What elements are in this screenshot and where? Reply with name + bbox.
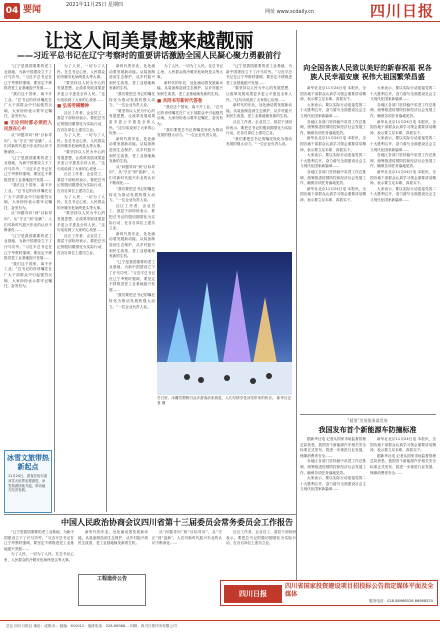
paragraph: 据新华社电 记者从国家市场监督管理总局获悉，我国首个新能源汽车相关安全标准正式发布，将进一步规范行业发展，保障消费者安全…… xyxy=(300,437,366,458)
paragraph: 大家表示，要以实际行动迎接党的二十大胜利召开，奋力谱写全面建设社会主义现代化国家新篇章…… xyxy=(300,153,366,169)
paragraph: 各地区各部门坚持稳中求进工作总基调，统筹推进疫情防控和经济社会发展工作，确保各项任务落地见效。 xyxy=(300,169,366,186)
article-column-4 xyxy=(157,64,223,249)
right-column-text-4 xyxy=(370,437,436,577)
paragraph: “我们这个国家，离不开工业。”总书记的谆谆嘱托在广大干部群众中引起强烈反响，大家纷纷表示要牢记嘱托、奋发有为。 xyxy=(4,183,52,210)
right-kicker: “精准”发展服务谋发展 xyxy=(347,418,388,423)
feature-box-title: 冰雪文旅带热新起点 xyxy=(7,454,49,471)
paragraph: 新华社北京11月24日电 本报讯，全国各地干部群众认真学习领会重要讲话精神，表示要立足本职、真抓实干。 xyxy=(370,437,436,453)
page-number: 04 xyxy=(4,3,20,19)
paragraph: 新华社北京11月24日电 本报讯，全国各地干部群众认真学习领会重要讲话精神，表示要立足本职、真抓实干。 xyxy=(300,86,366,102)
section-heading: ■ 无论何时都必须把人民放在心中 xyxy=(4,120,52,132)
page-header xyxy=(0,0,440,22)
paragraph: 新时代的东北，处处涌动着发展新动能。从装备制造到生态保护，从乡村振兴到民生改善，老工业基地焕发新的生机。 xyxy=(109,231,155,259)
section-divider xyxy=(4,514,296,515)
news-photo xyxy=(157,252,292,395)
feature-box-text: 11月24日，游客在哈尔滨冰雪大世界参观游览，冰雪旅游持续升温，带动地方经济发展。 xyxy=(8,474,48,493)
paragraph: 各地区各部门坚持稳中求进工作总基调，统筹推进疫情防控和经济社会发展工作，确保各项任务落地见效。 xyxy=(300,119,366,135)
paragraph: 据新华社电 记者从国家市场监督管理总局获悉，我国首个新能源汽车相关安全标准正式发布，将进一步规范行业发展，保障消费者安全…… xyxy=(370,453,436,475)
paragraph: 新时代的东北，处处涌动着发展新动能。从装备制造到生态保护，从乡村振兴到民生改善，老工业基地焕发新的生机。 xyxy=(157,80,223,96)
bottom-column-1 xyxy=(4,530,74,616)
right-column-text-3 xyxy=(300,437,366,577)
bottom-column-4 xyxy=(226,530,296,576)
paragraph: 为了人民，一切为了人民。在总书记心里，人民群众的冷暖安危始终是头等大事。 xyxy=(57,133,105,149)
right-headline: 向全国各族人民致以美好的新春祝福 祝各族人民幸福安康 祝伟大祖国繁荣昌盛 xyxy=(303,64,432,81)
notice-box-title: 工程造价公告 xyxy=(96,576,127,582)
column-divider xyxy=(106,64,107,512)
paragraph: 大家表示，要以实际行动迎接党的二十大胜利召开，奋力谱写全面建设社会主义现代化国家新篇章…… xyxy=(370,186,436,202)
article-column-3 xyxy=(109,64,155,509)
paragraph: 从“问题导向”到“目标导向”，从“守正”到“创新”，人们对新时代振兴东北的认识不断深化…… xyxy=(109,164,155,186)
paragraph: “要坚持以人民为中心的发展思想，让改革发展成果更多更公平惠及全体人民。”这句话说到了大家的心坎里…… xyxy=(57,80,105,102)
paragraph: 各地区各部门坚持稳中求进工作总基调，统筹推进疫情防控和经济社会发展工作，确保各项任务落地见效。 xyxy=(300,459,366,475)
paragraph: 新华社北京11月24日电 本报讯，全国各地干部群众认真学习领会重要讲话精神，表示要立足本职、真抓实干。 xyxy=(300,186,366,202)
editor-line: 网址 www.scdaily.cn xyxy=(265,9,315,15)
notice-box xyxy=(78,574,146,606)
paragraph: “我们要把总书记的嘱托转化为推动发展的强大动力。”一位企业负责人说。 xyxy=(109,187,155,203)
paragraph: “辽宁是我国重要的老工业基地，为新中国建设立下了汗马功劳。”习近平总书记在辽宁考察时强调，要坚定不移推进老工业基地振兴发展…… xyxy=(4,64,52,91)
photo-caption: 冬日里，冰雕雪塑吸引众多游客前来游览，人们尽情享受冰雪带来的快乐。 新华社记者 摄 xyxy=(157,396,292,405)
paragraph: 新华社北京11月24日电 本报讯，全国各地干部群众认真学习领会重要讲话精神，表示要立足本职、真抓实干。 xyxy=(370,119,436,135)
paragraph: 大家表示，要以实际行动迎接党的二十大胜利召开，奋力谱写全面建设社会主义现代化国家新篇章…… xyxy=(300,102,366,118)
paragraph: “辽宁是我国重要的老工业基地，为新中国建设立下了汗马功劳。”习近平总书记在辽宁考察时强调，要坚定不移推进老工业基地振兴发展…… xyxy=(4,530,74,551)
article-column-2 xyxy=(57,64,105,509)
paragraph: 各地区各部门坚持稳中求进工作总基调，统筹推进疫情防控和经济社会发展工作，确保各项任务落地见效。 xyxy=(370,153,436,169)
paragraph: 社区工作者、企业员工、基层干部纷纷表示，要把总书记的殷切期望化为实际行动，在各自岗位上建功立业。 xyxy=(226,530,296,546)
page-footer: 总社 四川日报社 地址：成都市… 邮编：610012 · 值班电话：028-86968… 印刷：四川日报印务有限公司 xyxy=(0,620,440,635)
masthead-logo: 四川日报 xyxy=(369,2,434,20)
ad-text: 四川省国家投资建设项目招投标公告指定媒体平面及全媒体 xyxy=(285,583,434,598)
paragraph: 新时代的东北，处处涌动着发展新动能。从装备制造到生态保护，从乡村振兴到民生改善，老工业基地焕发新的生机。 xyxy=(78,530,148,546)
section-divider xyxy=(300,414,436,415)
column-divider xyxy=(54,64,55,512)
right-headline-2: 我国发布首个新能源车防撞标准 xyxy=(318,426,417,434)
bottom-headline: 中国人民政治协商会议四川省第十三届委员会常务委员会工作报告 xyxy=(61,518,293,527)
paragraph: “我们要把总书记的嘱托转化为推动发展的强大动力。”一位企业负责人说。 xyxy=(226,136,292,147)
right-column-text-1 xyxy=(300,86,366,411)
paragraph: 为了人民，一切为了人民。在总书记心里，人民群众的冷暖安危始终是头等大事。 xyxy=(157,64,223,80)
paragraph: “要坚持以人民为中心的发展思想，让改革发展成果更多更公平惠及全体人民。”这句话说到了大家的心坎里…… xyxy=(57,149,105,171)
article-column-1 xyxy=(4,64,52,446)
paragraph: 新时代的东北，处处涌动着发展新动能。从装备制造到生态保护，从乡村振兴到民生改善，老工业基地焕发新的生机。 xyxy=(109,64,155,91)
paragraph: 新华社北京11月24日电 本报讯，全国各地干部群众认真学习领会重要讲话精神，表示要立足本职、真抓实干。 xyxy=(300,136,366,152)
paragraph: 各地区各部门坚持稳中求进工作总基调，统筹推进疫情防控和经济社会发展工作，确保各项任务落地见效。 xyxy=(370,102,436,118)
paragraph: 从“问题导向”到“目标导向”，从“守正”到“创新”，人们对新时代振兴东北的认识不断深化…… xyxy=(4,133,52,154)
paragraph: “我们这个国家，离不开工业。”总书记的谆谆嘱托在广大干部群众中引起强烈反响，大家纷纷表示要牢记嘱托、奋发有为。 xyxy=(4,91,52,119)
paragraph: 新华社北京11月24日电 本报讯，全国各地干部群众认真学习领会重要讲话精神，表示要立足本职、真抓实干。 xyxy=(370,169,436,186)
paragraph: “辽宁是我国重要的老工业基地，为新中国建设立下了汗马功劳。”习近平总书记在辽宁考察时强调，要坚定不移推进老工业基地振兴发展…… xyxy=(4,155,52,182)
paragraph: 社区工作者、企业员工、基层干部纷纷表示，要把总书记的殷切期望化为实际行动，在各自岗位上建功立业。 xyxy=(57,110,105,132)
paragraph: 社区工作者、企业员工、基层干部纷纷表示，要把总书记的殷切期望化为实际行动，在各自岗位上建功立业。 xyxy=(109,203,155,231)
paragraph: 社区工作者、企业员工、基层干部纷纷表示，要把总书记的殷切期望化为实际行动，在各自岗位上建功立业。 xyxy=(57,233,105,255)
bottom-column-3 xyxy=(152,530,222,572)
paragraph: “辽宁是我国重要的老工业基地，为新中国建设立下了汗马功劳。”习近平总书记在辽宁考察时强调，要坚定不移推进老工业基地振兴发展…… xyxy=(109,259,155,292)
section-heading: ■ 弘扬劳模精神 xyxy=(57,104,90,110)
paragraph: “辽宁是我国重要的老工业基地，为新中国建设立下了汗马功劳。”习近平总书记在辽宁考察时强调，要坚定不移推进老工业基地振兴发展…… xyxy=(226,64,292,85)
right-column-text-2 xyxy=(370,86,436,411)
paragraph: “我们这个国家，离不开工业。”总书记的谆谆嘱托在广大干部群众中引起强烈反响，大家纷纷表示要牢记嘱托、奋发有为。 xyxy=(157,105,223,126)
feature-box xyxy=(4,450,52,513)
paragraph: 从“问题导向”到“目标导向”，从“守正”到“创新”，人们对新时代振兴东北的认识不断深化…… xyxy=(4,211,52,233)
main-headline: 让这人间美景越来越靓丽 xyxy=(44,30,254,52)
paragraph: “要坚持以人民为中心的发展思想，让改革发展成果更多更公平惠及全体人民。”这句话说到了大家的心坎里…… xyxy=(57,211,105,233)
main-subheadline: ——习近平总书记在辽宁考察时的重要讲话激励全国人民凝心聚力勇毅前行 xyxy=(17,51,281,60)
paragraph: 大家表示，要以实际行动迎接党的二十大胜利召开，奋力谱写全面建设社会主义现代化国家新篇章…… xyxy=(300,476,366,492)
paragraph: 大家表示，要以实际行动迎接党的二十大胜利召开，奋力谱写全面建设社会主义现代化国家新篇章…… xyxy=(370,86,436,102)
paragraph: “我们要把总书记的嘱托转化为推动发展的强大动力。”一位企业负责人说。 xyxy=(109,293,155,309)
paragraph: 大家表示，要以实际行动迎接党的二十大胜利召开，奋力谱写全面建设社会主义现代化国家新篇章…… xyxy=(370,136,436,152)
ad-logo: 四川日报 xyxy=(224,585,282,603)
section-title: 要闻 xyxy=(23,5,42,15)
paragraph: 从“问题导向”到“目标导向”，从“守正”到“创新”，人们对新时代振兴东北的认识不断深化…… xyxy=(152,530,222,546)
date-line: 2021年11月25日 星期四 xyxy=(66,2,124,8)
paragraph: “我们这个国家，离不开工业。”总书记的谆谆嘱托在广大干部群众中引起强烈反响，大家纷纷表示要牢记嘱托、奋发有为。 xyxy=(4,261,52,289)
column-divider xyxy=(296,30,297,580)
paragraph: 新时代的东北，处处涌动着发展新动能。从装备制造到生态保护，从乡村振兴到民生改善，老工业基地焕发新的生机。 xyxy=(109,136,155,164)
paragraph: 新时代的东北，处处涌动着发展新动能。从装备制造到生态保护，从乡村振兴到民生改善，老工业基地焕发新的生机。 xyxy=(226,103,292,119)
paragraph: “我们要把总书记的嘱托转化为推动发展的强大动力。”一位企业负责人说。 xyxy=(109,91,155,108)
bottom-column-2 xyxy=(78,530,148,572)
ad-phone: 服务电话：028-86968526 86968525 xyxy=(369,599,433,603)
paragraph: 社区工作者、企业员工、基层干部纷纷表示，要把总书记的殷切期望化为实际行动，在各自岗位上建功立业。 xyxy=(57,172,105,194)
paragraph: 为了人民，一切为了人民。在总书记心里，人民群众的冷暖安危始终是头等大事。 xyxy=(4,552,74,562)
paragraph: “我们要把总书记的嘱托转化为推动发展的强大动力。”一位企业负责人说。 xyxy=(157,127,223,138)
paragraph: “要坚持以人民为中心的发展思想，让改革发展成果更多更公平惠及全体人民。”这句话说到了大家的心坎里…… xyxy=(109,108,155,136)
section-heading: ■ 共同书写新时代答卷 xyxy=(157,98,203,104)
paragraph: “要坚持以人民为中心的发展思想，让改革发展成果更多更公平惠及全体人民。”这句话说到了大家的心坎里…… xyxy=(226,86,292,102)
article-column-5 xyxy=(226,64,292,249)
paragraph: 为了人民，一切为了人民。在总书记心里，人民群众的冷暖安危始终是头等大事。 xyxy=(57,194,105,210)
paragraph: 社区工作者、企业员工、基层干部纷纷表示，要把总书记的殷切期望化为实际行动，在各自岗位上建功立业。 xyxy=(226,119,292,136)
paragraph: 为了人民，一切为了人民。在总书记心里，人民群众的冷暖安危始终是头等大事。 xyxy=(57,64,105,80)
advertisement-banner xyxy=(220,580,438,606)
paragraph: “辽宁是我国重要的老工业基地，为新中国建设立下了汗马功劳。”习近平总书记在辽宁考察时强调，要坚定不移推进老工业基地振兴发展…… xyxy=(4,233,52,261)
